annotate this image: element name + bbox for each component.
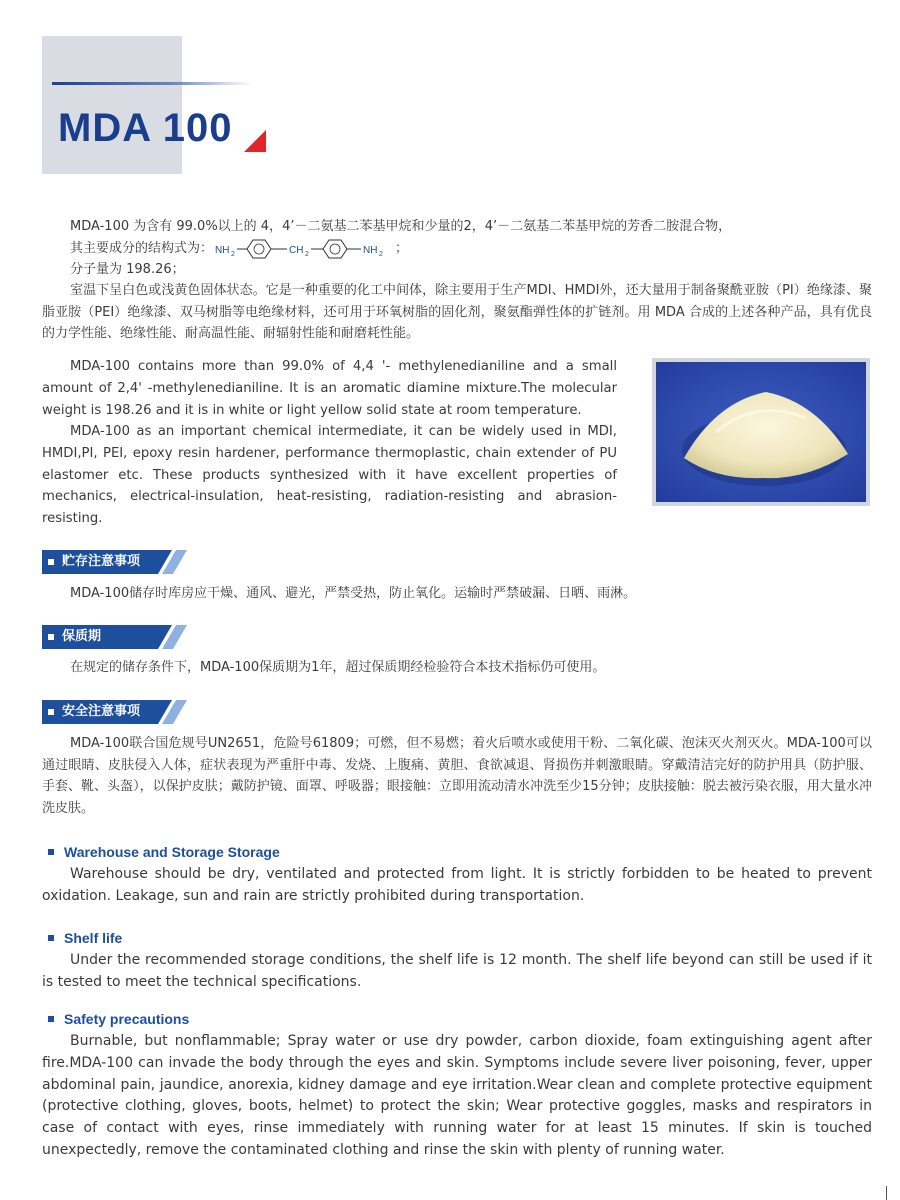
bullet-square-icon	[48, 634, 54, 640]
section-title: 贮存注意事项	[62, 554, 141, 569]
section-header-safety-en	[48, 1009, 189, 1029]
safety-cn-body: MDA-100联合国危规号UN2651，危险号61809；可燃，但不易燃；着火后喷水或使用干粉、二氧化碳、泡沫灭火剂灭火。MDA-100可以通过眼睛、皮肤侵入人体，症状表现为严重肝中毒、发烧、上腹痛、黄胆、食欲减退、肾损伤并刺激眼睛。穿戴清洁完好的防护用具（防护服、手套、靴、头盔），以保护皮肤；戴防护镜、面罩、呼吸器；眼接触：立即用流动清水冲洗至少15分钟；皮肤接触：脱去被污染衣服，用大量水冲洗皮肤。	[42, 736, 872, 816]
section-header-shelf-en	[48, 928, 122, 948]
structural-formula-end: ；	[395, 241, 409, 256]
nh2-left-label: NH	[215, 245, 230, 256]
ch2-sub: 2	[305, 251, 309, 258]
bullet-square-icon	[48, 1016, 54, 1022]
cn-intro-line3: 分子量为 198.26；	[70, 262, 185, 277]
storage-en-body: Warehouse should be dry, ventilated and protected from light. It is strictly forbidden to be heated to prevent oxidation. Leakage, sun and rain are strictly prohibited during transportation.	[42, 866, 872, 904]
cn-intro-line1: MDA-100 为含有 99.0%以上的 4，4’－二氨基二苯基甲烷和少量的2，4’－二氨基二苯基甲烷的芳香二胺混合物，	[70, 219, 732, 234]
structural-formula-diagram	[215, 238, 395, 260]
section-header-storage-en	[48, 842, 280, 862]
structural-formula-row	[70, 238, 408, 260]
page-edge-mark	[886, 1186, 887, 1200]
nh2-right-label: NH	[363, 245, 378, 256]
page-title: MDA 100	[58, 106, 233, 150]
nh2-right-sub: 2	[379, 251, 383, 258]
safety-en-body: Burnable, but nonflammable; Spray water or use dry powder, carbon dioxide, foam extinguishing agent after fire.MDA-100 can invade the body through the eyes and skin. Symptoms include severe liver poisoning, fever, upper abdominal pain, jaundice, anorexia, kidney damage and eye irritation.Wear clean and complete protective equipment (protective clothing, gloves, boots, helmet) to protect the skin; Wear protective goggles, masks and respirators in case of contact with eyes, rinse immediately with running water for at least 15 minutes. If skin is touched unexpectedly, remove the contaminated clothing and rinse the skin with plenty of running water.	[42, 1033, 872, 1158]
section-title: 保质期	[62, 629, 102, 644]
bullet-square-icon	[48, 935, 54, 941]
ch2-label: CH	[289, 245, 304, 256]
red-triangle-icon	[244, 130, 266, 152]
nh2-left-sub: 2	[231, 251, 235, 258]
section-title: Warehouse and Storage Storage	[64, 844, 280, 860]
bullet-square-icon	[48, 849, 54, 855]
shelf-cn-body: 在规定的储存条件下，MDA-100保质期为1年，超过保质期经检验符合本技术指标仍可使用。	[70, 660, 606, 675]
section-header-storage-cn	[42, 550, 187, 574]
en-intro-para1: MDA-100 contains more than 99.0% of 4,4 '- methylenedianiline and a small amount of 2,4' -methylenedianiline. It is an aromatic diamine mixture.The molecular weight is 198.26 and it is in white or light yellow solid state at room temperature.	[42, 359, 617, 418]
structural-formula-label: 其主要成分的结构式为：	[70, 241, 214, 256]
shelf-en-body: Under the recommended storage conditions, the shelf life is 12 month. The shelf life beyond can still be used if it is tested to meet the technical specifications.	[42, 952, 872, 990]
section-title: Safety precautions	[64, 1011, 190, 1027]
bullet-square-icon	[48, 709, 54, 715]
section-title: Shelf life	[64, 930, 123, 946]
section-title: 安全注意事项	[62, 704, 141, 719]
title-accent-line	[52, 82, 252, 85]
en-intro-para2: MDA-100 as an important chemical intermediate, it can be widely used in MDI, HMDI,PI, PEI, epoxy resin hardener, performance thermoplastic, chain extender of PU elastomer etc. These products synthesized with it have excellent properties of mechanics, electrical-insulation, heat-resisting, radiation-resisting and abrasion-resisting.	[42, 424, 617, 527]
product-photo	[656, 362, 866, 502]
storage-cn-body: MDA-100储存时库房应干燥、通风、避光，严禁受热，防止氧化。运输时严禁破漏、日晒、雨淋。	[70, 586, 637, 601]
section-header-safety-cn	[42, 700, 187, 724]
cn-intro-line4: 室温下呈白色或浅黄色固体状态。它是一种重要的化工中间体，除主要用于生产MDI、HMDI外，还大量用于制备聚酰亚胺（PI）绝缘漆、聚脂亚胺（PEI）绝缘漆、双马树脂等电绝缘材料，还可用于环氧树脂的固化剂，聚氨酯弹性体的扩链剂。用 MDA 合成的上述各种产品，具有优良的力学性能、绝缘性能、耐高温性能、耐辐射性能和耐磨耗性能。	[42, 283, 872, 341]
section-header-shelf-cn	[42, 625, 187, 649]
title-background	[42, 36, 182, 174]
bullet-square-icon	[48, 559, 54, 565]
